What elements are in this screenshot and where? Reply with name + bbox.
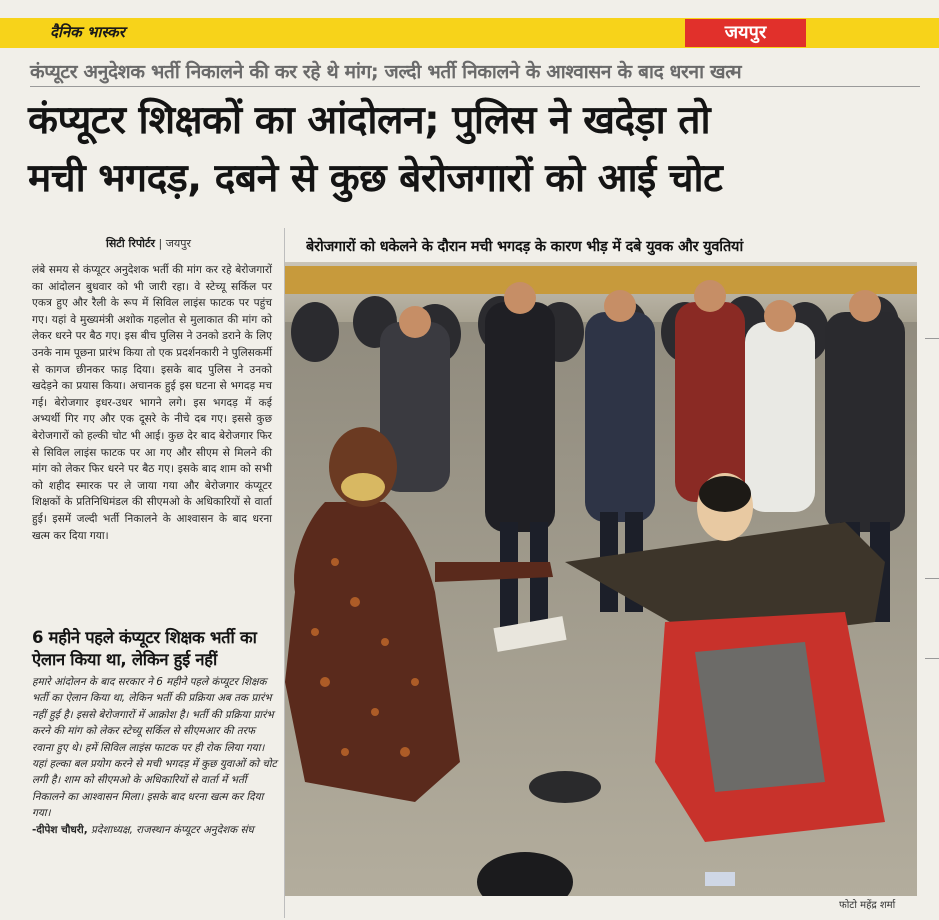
article-body: लंबे समय से कंप्यूटर अनुदेशक भर्ती की मांग कर रहे बेरोजगारों का आंदोलन बुधवार को भी जारी रहा। वे स्टेच्यू सर्किल पर एकत्र हुए और रैली के रूप में सिविल लाइंस फाटक पर पहुंच गए। यहां वे मुख्यमंत्री अशोक गहलोत से मुलाकात की मांग को लेकर धरने पर बैठ गए। इस बीच पुलिस ने उनको डराने के लिए उनके नाम पूछना प्रारंभ किया तो एक प्रदर्शनकारी ने पुलिसकर्मी से कागज छीनकर फाड़ दिया। इसके बाद पुलिस ने उनको खदेड़ने का प्रयास किया। अचानक हुई इस घटना से भगदड़ मच गई। बेरोजगार इधर-उधर भागने लगे। इस भगदड़ में कई अभ्यर्थी गिर गए और एक दूसरे के नीचे दब गए। इससे कुछ बेरोजगारों को हल्की चोट भी आई। कुछ देर बाद बेरोजगार फिर से सिविल लाइंस फाटक पर आ गए और सीएम से मिलने की मांग को लेकर फिर धरने पर बैठ गए। इसके बाद शाम को सभी को शहीद स्मारक पर ले जाया गया और बेरोजगार कंप्यूटर शिक्षकों के प्रतिनिधिमंडल की सीएमओ के अधिकारियों से वार्ता हुई। इसमें जल्दी भर्ती निकालने के आश्वासन के बाद धरना खत्म कर दिया गया। (32, 264, 272, 542)
photo-caption: बेरोजगारों को धकेलने के दौरान मची भगदड़ के कारण भीड़ में दबे युवक और युवतियां (306, 239, 744, 255)
byline-city: जयपुर (165, 237, 191, 250)
quote-block (32, 674, 278, 838)
kicker-divider (30, 86, 920, 87)
article-kicker: कंप्यूटर अनुदेशक भर्ती निकालने की कर रहे थे मांग; जल्दी भर्ती निकालने के आश्वासन के बाद धरना खत्म (30, 61, 742, 83)
brand-logo: दैनिक भास्कर (50, 23, 125, 41)
quote-text: हमारे आंदोलन के बाद सरकार ने 6 महीने पहले कंप्यूटर शिक्षक भर्ती का ऐलान किया था, लेकिन भर्ती की प्रक्रिया अब तक प्रारंभ नहीं हुई है। इससे बेरोजगारों में आक्रोश है। भर्ती की प्रक्रिया प्रारंभ करने की मांग को लेकर स्टेच्यू सर्किल से सीएमआर की तरफ रवाना हुए थे। हमें सिविल लाइंस फाटक पर ही रोक लिया गया। यहां हल्का बल प्रयोग करने से मची भगदड़ में कुछ युवाओं को चोट लगी है। शाम को सीएमओ के अधिकारियों से वार्ता में भर्ती निकालने का आश्वासन मिला। इसके बाद धरना खत्म कर दिया गया। (32, 676, 277, 820)
news-photo-illustration (285, 262, 917, 896)
photo-credit: फोटो महेंद्र शर्मा (839, 900, 896, 911)
quote-author: -दीपेश चौधरी, (32, 823, 88, 836)
adjacent-rule (925, 338, 939, 339)
edition-tag: जयपुर (685, 19, 806, 47)
news-photo (285, 262, 917, 896)
byline-separator: | (158, 237, 166, 250)
byline-reporter: सिटी रिपोर्टर (106, 237, 155, 250)
headline-line-1: कंप्यूटर शिक्षकों का आंदोलन; पुलिस ने खदेड़ा तो (28, 98, 711, 143)
headline-line-2: मची भगदड़, दबने से कुछ बेरोजगारों को आई चोट (28, 156, 723, 201)
article-subhead: 6 महीने पहले कंप्यूटर शिक्षक भर्ती का ऐलान किया था, लेकिन हुई नहीं (32, 628, 257, 669)
byline (106, 236, 191, 251)
adjacent-column-edge (925, 58, 939, 920)
article-headline (28, 92, 923, 208)
quote-author-role: प्रदेशाध्यक्ष, राजस्थान कंप्यूटर अनुदेशक संघ (91, 823, 254, 836)
adjacent-rule (925, 658, 939, 659)
adjacent-rule (925, 578, 939, 579)
